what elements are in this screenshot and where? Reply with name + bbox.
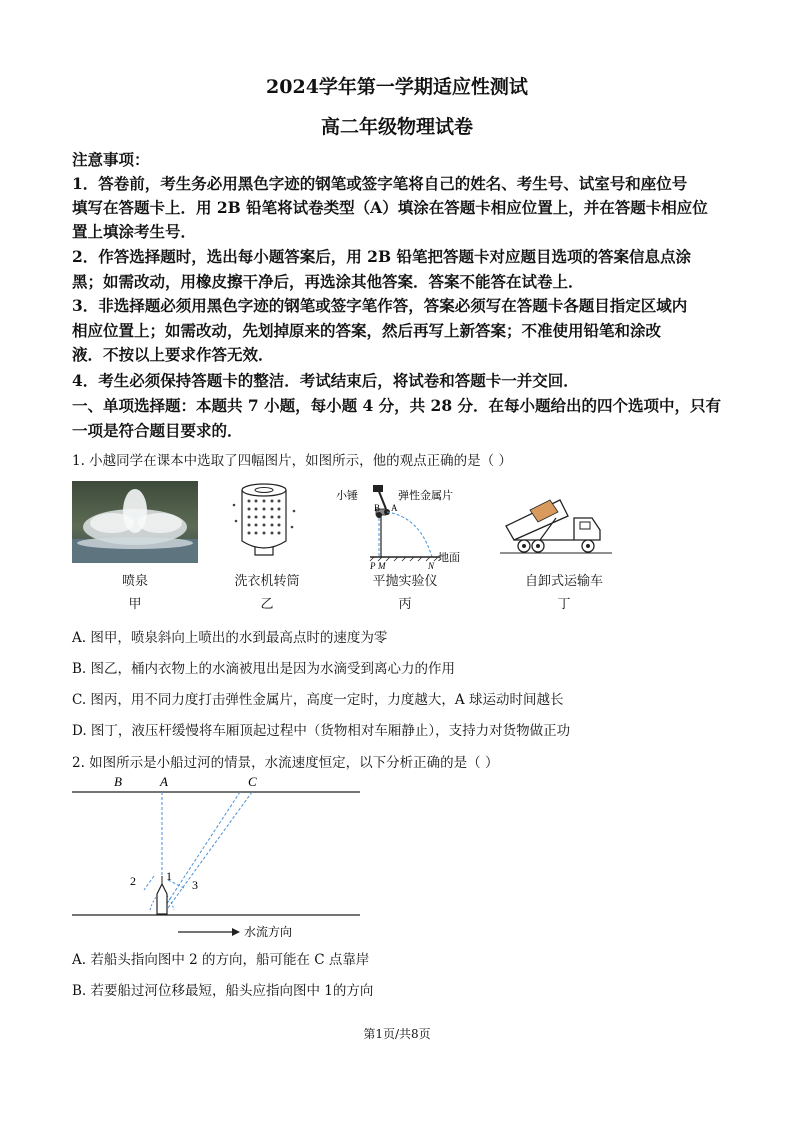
notes-line: 黑；如需改动，用橡皮擦干净后，再选涂其他答案．答案不能答在试卷上． — [72, 272, 584, 291]
direction-3-label: 3 — [192, 878, 198, 892]
hammer-label: 小锤 — [336, 490, 358, 502]
fountain-photo — [72, 481, 198, 563]
figure-caption: 喷泉 — [121, 574, 148, 589]
direction-2-label: 2 — [130, 874, 136, 888]
point-b-label: B — [114, 774, 122, 789]
question-1-stem: 1. 小越同学在课本中选取了四幅图片，如图所示，他的观点正确的是（ ） — [72, 453, 512, 469]
point-c-label: C — [248, 774, 257, 789]
notes-line: 液．不按以上要求作答无效． — [72, 345, 274, 364]
q1-option-a: A. 图甲，喷泉斜向上喷出的水到最高点时的速度为零 — [72, 630, 388, 646]
point-n-label: N — [428, 561, 435, 571]
ball-b-label: B — [374, 503, 381, 513]
direction-1-label: 1 — [166, 869, 172, 883]
notes-line: 2．作答选择题时，选出每小题答案后，用 2B 铅笔把答题卡对应题目选项的答案信息点涂 — [72, 247, 691, 266]
figure-caption: 平抛实验仪 — [372, 574, 438, 589]
question-2-stem: 2. 如图所示是小船过河的情景，水流速度恒定，以下分析正确的是（ ） — [72, 755, 499, 771]
notes-line: 置上填涂考生号． — [72, 222, 197, 241]
q1-option-d: D. 图丁，液压杆缓慢将车厢顶起过程中（货物相对车厢静止），支持力对货物做正功 — [72, 723, 571, 739]
section-heading-cont: 一项是符合题目要求的． — [72, 421, 243, 440]
ball-a-label: A — [391, 503, 398, 513]
river-crossing-diagram — [72, 770, 372, 940]
page-footer: 第1页/共8页 — [363, 1027, 431, 1041]
point-p-label: P — [370, 561, 376, 571]
notes-heading: 注意事项： — [72, 150, 150, 169]
notes-line: 填写在答题卡上．用 2B 铅笔将试卷类型（A）填涂在答题卡相应位置上，并在答题卡相应位 — [72, 198, 708, 217]
q1-option-c: C. 图丙，用不同力度打击弹性金属片，高度一定时，力度越大，A 球运动时间越长 — [72, 692, 564, 708]
notes-line: 4．考生必须保持答题卡的整洁．考试结束后，将试卷和答题卡一并交回． — [72, 371, 579, 390]
figure-caption: 洗衣机转筒 — [234, 574, 300, 589]
figure-label: 乙 — [260, 597, 274, 612]
q2-option-b: B. 若要船过河位移最短，船头应指向图中 1的方向 — [72, 983, 374, 999]
point-a-label: A — [160, 774, 168, 789]
figure-label: 丙 — [398, 597, 412, 612]
notes-line: 3．非选择题必须用黑色字迹的钢笔或签字笔作答，答案必须写在答题卡各题目指定区域内 — [72, 296, 688, 315]
exam-title: 2024学年第一学期适应性测试 — [266, 76, 528, 98]
notes-line: 1．答卷前，考生务必用黑色字迹的钢笔或签字笔将自己的姓名、考生号、试室号和座位号 — [72, 174, 688, 193]
section-heading: 一、单项选择题：本题共 7 小题，每小题 4 分，共 28 分．在每小题给出的四个选项中，只有 — [72, 396, 722, 415]
figure-label: 甲 — [128, 597, 142, 612]
projectile-apparatus-drawing — [330, 481, 470, 571]
ground-label: 地面 — [438, 552, 460, 564]
q1-option-b: B. 图乙，桶内衣物上的水滴被甩出是因为水滴受到离心力的作用 — [72, 661, 456, 677]
exam-subtitle: 高二年级物理试卷 — [320, 116, 473, 138]
point-m-label: M — [378, 561, 386, 571]
figure-label: 丁 — [557, 597, 571, 612]
dump-truck-drawing — [500, 488, 612, 558]
figure-caption: 自卸式运输车 — [524, 574, 603, 589]
plate-label: 弹性金属片 — [398, 490, 453, 502]
flow-direction-label: 水流方向 — [244, 925, 293, 939]
washing-drum-drawing — [229, 481, 299, 563]
q2-option-a: A. 若船头指向图中 2 的方向，船可能在 C 点靠岸 — [72, 952, 370, 968]
notes-line: 相应位置上；如需改动，先划掉原来的答案，然后再写上新答案；不准使用铅笔和涂改 — [72, 321, 662, 340]
